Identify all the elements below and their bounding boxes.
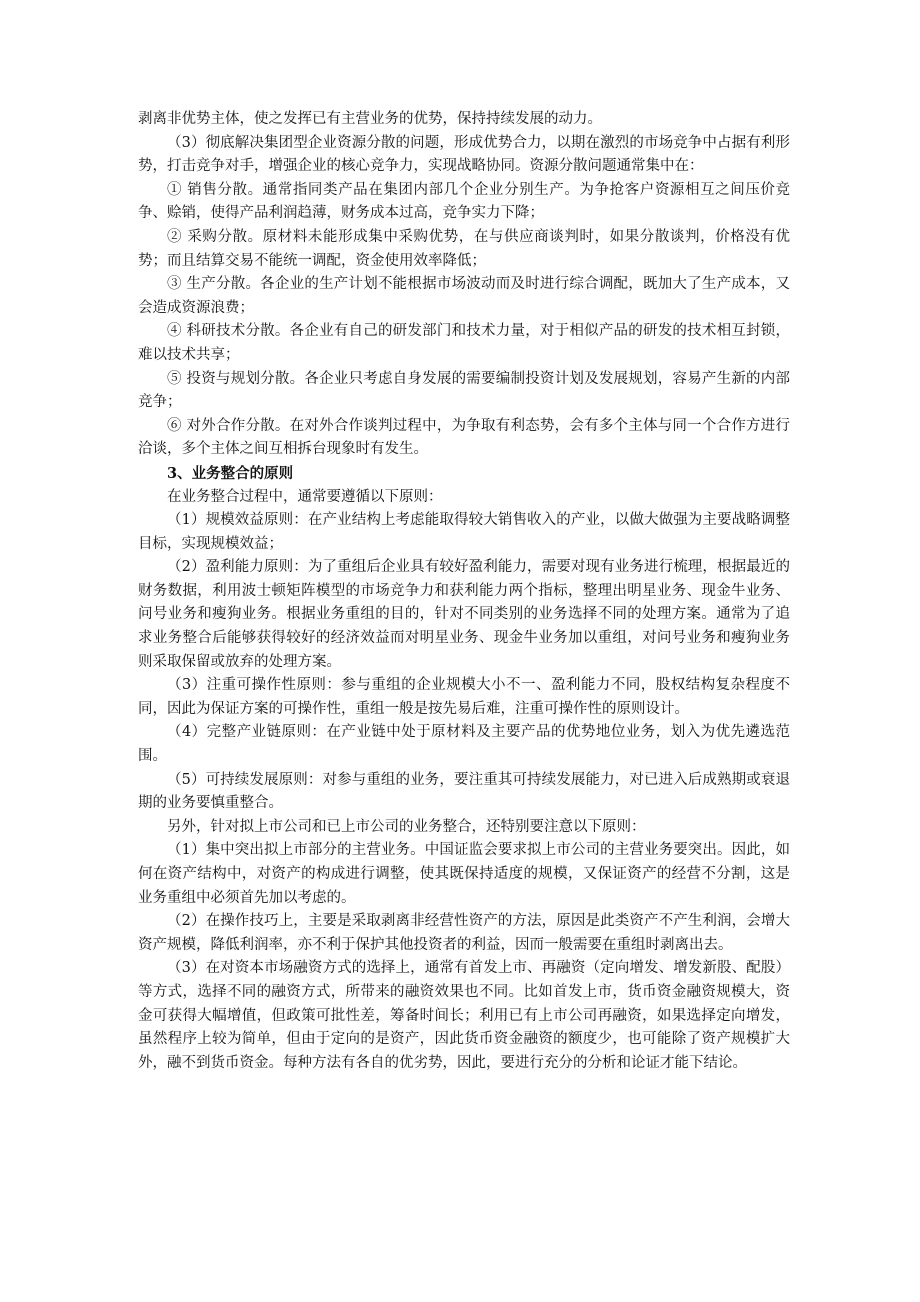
paragraph: （3）彻底解决集团型企业资源分散的问题，形成优势合力，以期在激烈的市场竞争中占据有利形势，打击竞争对手，增强企业的核心竞争力，实现战略协同。资源分散问题通常集中在： xyxy=(138,134,790,175)
list-item: ③ 生产分散。各企业的生产计划不能根据市场波动而及时进行综合调配，既加大了生产成本，又会造成资源浪费； xyxy=(138,276,790,316)
paragraph: 剥离非优势主体，使之发挥已有主营业务的优势，保持持续发展的动力。 xyxy=(138,111,602,127)
paragraph: （2）盈利能力原则：为了重组后企业具有较好盈利能力，需要对现有业务进行梳理，根据最近的财务数据，利用波士顿矩阵模型的市场竞争力和获利能力两个指标，整理出明星业务、现金牛业务、问号业务和瘦狗业务。根据业务重组的目的，针对不同类别的业务选择不同的处理方案。通常为了追求业务整合后能够获得较好的经济效益而对明星业务、现金牛业务加以重组，对问号业务和瘦狗业务则采取保留或放弃的处理方案。 xyxy=(138,559,790,670)
paragraph: 在业务整合过程中，通常要遵循以下原则： xyxy=(167,488,443,505)
paragraph: 另外，针对拟上市公司和已上市公司的业务整合，还特别要注意以下原则： xyxy=(167,818,646,835)
list-item: ⑤ 投资与规划分散。各企业只考虑自身发展的需要编制投资计划及发展规划，容易产生新的内部竞争； xyxy=(138,370,790,411)
paragraph: （2）在操作技巧上，主要是采取剥离非经营性资产的方法，原因是此类资产不产生利润，会增大资产规模，降低利润率，亦不利于保护其他投资者的利益，因而一般需要在重组时剥离出去。 xyxy=(138,913,790,953)
paragraph: （4）完整产业链原则：在产业链中处于原材料及主要产品的优势地位业务，划入为优先遴选范围。 xyxy=(138,724,790,765)
list-item: ④ 科研技术分散。各企业有自己的研发部门和技术力量，对于相似产品的研发的技术相互封锁，难以技术共享； xyxy=(138,323,790,363)
paragraph: （3）注重可操作性原则：参与重组的企业规模大小不一、盈利能力不同，股权结构复杂程度不同，因此为保证方案的可操作性，重组一般是按先易后难，注重可操作性的原则设计。 xyxy=(138,677,790,717)
paragraph: （3）在对资本市场融资方式的选择上，通常有首发上市、再融资（定向增发、增发新股、配股）等方式，选择不同的融资方式，所带来的融资效果也不同。比如首发上市，货币资金融资规模大，资金可获得大幅增值，但政策可批性差，筹备时间长；利用已有上市公司再融资，如果选择定向增发，虽然程序上较为简单，但由于定向的是资产，因此货币资金融资的额度少，也可能除了资产规模扩大外，融不到货币资金。每种方法有各自的优劣势，因此，要进行充分的分析和论证才能下结论。 xyxy=(138,960,790,1071)
section-heading: 3、业务整合的原则 xyxy=(167,464,294,482)
list-item: ① 销售分散。通常指同类产品在集团内部几个企业分别生产。为争抢客户资源相互之间压价竞争、赊销，使得产品利润趋薄，财务成本过高，竞争实力下降； xyxy=(138,181,790,222)
list-item: ⑥ 对外合作分散。在对外合作谈判过程中，为争取有利态势，会有多个主体与同一个合作方进行洽谈，多个主体之间互相拆台现象时有发生。 xyxy=(138,417,790,458)
document-page xyxy=(138,108,790,1075)
list-item: ② 采购分散。原材料未能形成集中采购优势，在与供应商谈判时，如果分散谈判，价格没有优势；而且结算交易不能统一调配，资金使用效率降低； xyxy=(138,228,790,269)
paragraph: （1）集中突出拟上市部分的主营业务。中国证监会要求拟上市公司的主营业务要突出。因此，如何在资产结构中，对资产的构成进行调整，使其既保持适度的规模，又保证资产的经营不分割，这是业务重组中必须首先加以考虑的。 xyxy=(138,842,790,906)
paragraph: （1）规模效益原则：在产业结构上考虑能取得较大销售收入的产业，以做大做强为主要战略调整目标，实现规模效益； xyxy=(138,512,790,552)
paragraph: （5）可持续发展原则：对参与重组的业务，要注重其可持续发展能力，对已进入后成熟期或衰退期的业务要慎重整合。 xyxy=(138,771,790,812)
